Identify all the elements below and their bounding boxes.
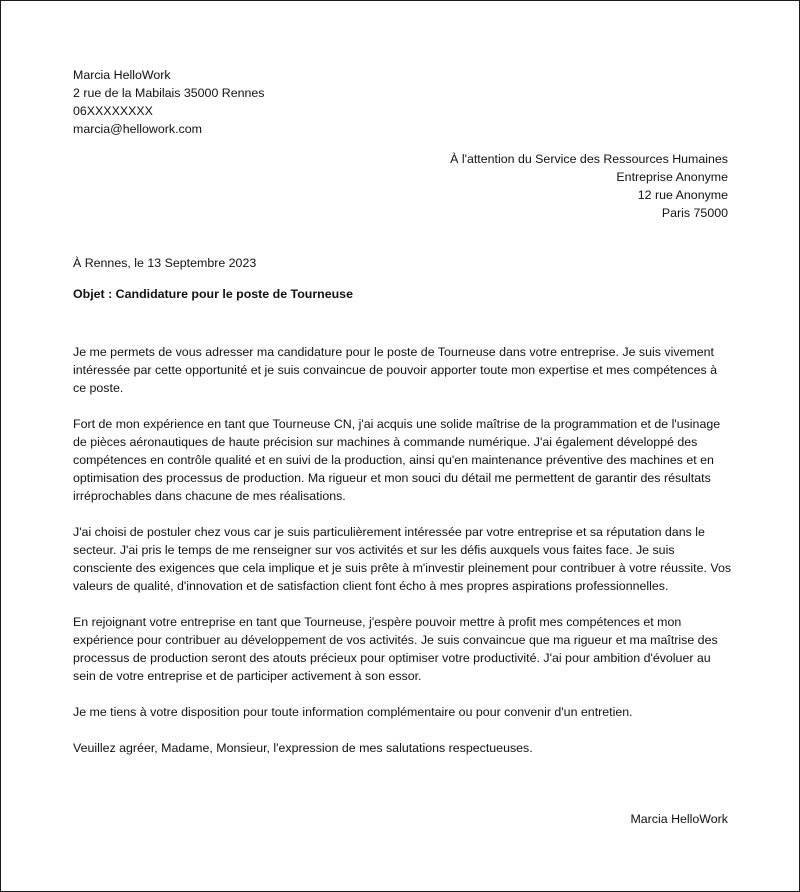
body-paragraph-experience: Fort de mon expérience en tant que Tourneuse CN, j'ai acquis une solide maîtrise de la programmation et de l'usinage de pièces aéronautiques de haute précision sur machines à commande numérique. J'ai également développé des compétences en contrôle qualité et en suivi de la production, ainsi qu'en maintenance préventive des machines et en optimisation des processus de production. Ma rigueur et mon souci du détail me permettent de garantir des résultats irréprochables dans chacune de mes réalisations.: [73, 417, 721, 503]
sender-email: marcia@hellowork.com: [73, 122, 202, 136]
recipient-street: 12 rue Anonyme: [637, 188, 728, 202]
letter-body: [73, 343, 733, 775]
sender-block: [73, 66, 733, 138]
recipient-block: [401, 150, 728, 222]
sender-name: Marcia HelloWork: [73, 68, 171, 82]
sender-address: 2 rue de la Mabilais 35000 Rennes: [73, 86, 265, 100]
body-paragraph-ambition: En rejoignant votre entreprise en tant que Tourneuse, j'espère pouvoir mettre à profit mes compétences et mon expérience pour contribuer au développement de vos activités. Je suis convaincue que ma rigueur et ma maîtrise des processus de production seront des atouts précieux pour optimiser votre productivité. J'ai pour ambition d'évoluer au sein de votre entreprise et de participer activement à son essor.: [73, 615, 718, 683]
body-paragraph-availability: Je me tiens à votre disposition pour toute information complémentaire ou pour convenir d'un entretien.: [73, 705, 633, 719]
body-paragraph-intro: Je me permets de vous adresser ma candidature pour le poste de Tourneuse dans votre entreprise. Je suis vivement intéressée par cette opportunité et je suis convaincue de pouvoir apporter toute mon expertise et mes compétences à ce poste.: [73, 345, 717, 395]
letter-subject: Objet : Candidature pour le poste de Tourneuse: [73, 287, 353, 301]
body-paragraph-motivation: J'ai choisi de postuler chez vous car je suis particulièrement intéressée par votre entreprise et sa réputation dans le secteur. J'ai pris le temps de me renseigner sur vos activités et sur les défis auxquels vous faites face. Je suis consciente des exigences que cela implique et je suis prête à m'investir pleinement pour contribuer à votre réussite. Vos valeurs de qualité, d'innovation et de satisfaction client font écho à mes propres aspirations professionnelles.: [73, 525, 732, 593]
recipient-company: Entreprise Anonyme: [616, 170, 728, 184]
recipient-city: Paris 75000: [661, 206, 728, 220]
body-paragraph-closing: Veuillez agréer, Madame, Monsieur, l'expression de mes salutations respectueuses.: [73, 741, 533, 755]
letter-date: À Rennes, le 13 Septembre 2023: [73, 256, 257, 270]
sender-phone: 06XXXXXXXX: [73, 104, 153, 118]
recipient-attention: À l'attention du Service des Ressources Humaines: [450, 152, 728, 166]
signature: Marcia HelloWork: [630, 812, 728, 826]
